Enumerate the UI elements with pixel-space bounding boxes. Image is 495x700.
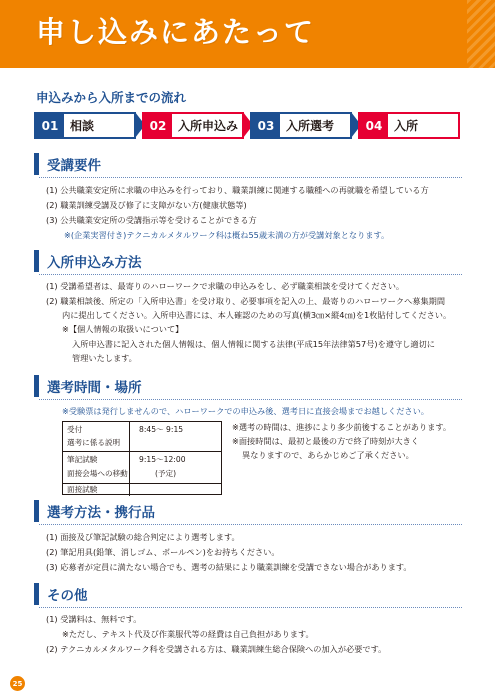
other-item: (2) テクニカルメタルワーク科を受講される方は、職業訓練生総合保険への加入が必要です。 [46, 644, 387, 654]
method-item: (3) 応募者が定員に満たない場合でも、選考の結果により職業訓練を受講できない場合があります。 [46, 562, 412, 572]
table-divider [129, 422, 130, 496]
table-rule [63, 451, 221, 452]
application-line: (2) 職業相談後、所定の「入所申込書」を受け取り、必要事項を記入の上、最寄りのハローワークへ募集期間 [46, 296, 446, 306]
header-band [0, 0, 495, 68]
other-title: その他 [34, 583, 462, 605]
table-cell: 選考に係る説明 [67, 438, 121, 447]
flow-step-number: 04 [360, 114, 388, 137]
requirements-title: 受講要件 [34, 153, 462, 175]
flow-step-1 [34, 112, 136, 139]
requirement-item: (2) 職業訓練受講及び修了に支障がない方(健康状態等) [46, 200, 247, 210]
requirement-note: ※(企業実習付き)テクニカルメタルワーク科は概ね55歳未満の方が受講対象となります。 [64, 230, 390, 240]
flow-step-number: 01 [36, 114, 64, 137]
table-cell: 受付 [67, 425, 83, 434]
application-line: ※【個人情報の取扱いについて】 [62, 324, 184, 334]
application-line: (1) 受講希望者は、最寄りのハローワークで求職の申込みをし、必ず職業相談を受けてください。 [46, 281, 405, 291]
application-line: 内に提出してください。入所申込書には、本人確認のための写真(横3㎝×縦4㎝)を1枚貼付してください。 [62, 310, 452, 320]
flow-steps [34, 112, 464, 139]
flow-step-4 [358, 112, 460, 139]
schedule-side-note: ※面接時間は、最初と最後の方で終了時刻が大きく [232, 436, 419, 446]
schedule-side-note: 異なりますので、あらかじめご了承ください。 [242, 450, 414, 460]
flow-step-label: 入所申込み [178, 119, 239, 133]
flow-step-label: 入所 [394, 119, 419, 133]
flow-step-2 [142, 112, 244, 139]
requirement-item: (3) 公共職業安定所の受講指示等を受けることができる方 [46, 215, 257, 225]
method-item: (1) 面接及び筆記試験の総合判定により選考します。 [46, 532, 240, 542]
page-title: 申し込みにあたって [36, 15, 316, 49]
method-title: 選考方法・携行品 [34, 500, 462, 522]
requirement-item: (1) 公共職業安定所に求職の申込みを行っており、職業訓練に関連する職種への再就職を希望している方 [46, 185, 429, 195]
table-time: 8:45〜 9:15 [139, 425, 184, 434]
application-line: 入所申込書に記入された個人情報は、個人情報に関する法律(平成15年法律第57号)を遵守し適切に [72, 339, 435, 349]
flow-step-label: 相談 [70, 119, 95, 133]
schedule-note: ※受験票は発行しませんので、ハローワークでの申込み後、選考日に直接会場までお越しください。 [62, 406, 429, 416]
application-line: 管理いたします。 [72, 353, 137, 363]
schedule-side-note: ※選考の時間は、進捗により多少前後することがあります。 [232, 422, 452, 432]
flow-step-3 [250, 112, 352, 139]
table-cell: 筆記試験 [67, 455, 98, 464]
table-time: 9:15〜12:00 [139, 455, 186, 464]
flow-step-number: 03 [252, 114, 280, 137]
header-stripe-decoration [467, 0, 495, 68]
flow-step-number: 02 [144, 114, 172, 137]
method-item: (2) 筆記用具(鉛筆、消しゴム、ボールペン)をお持ちください。 [46, 547, 280, 557]
application-title: 入所申込み方法 [34, 250, 462, 272]
table-cell: 面接試験 [67, 485, 98, 494]
table-cell: 面接会場への移動 [67, 469, 128, 478]
other-item: (1) 受講料は、無料です。 [46, 614, 142, 624]
other-item: ※ただし、テキスト代及び作業服代等の経費は自己負担があります。 [62, 629, 314, 639]
schedule-title: 選考時間・場所 [34, 375, 462, 397]
page-number: 25 [10, 676, 25, 691]
table-time-note: (予定) [155, 469, 177, 478]
flow-step-label: 入所選考 [286, 119, 335, 133]
exam-schedule-table [62, 421, 222, 495]
flow-heading: 申込みから入所までの流れ [36, 90, 187, 105]
